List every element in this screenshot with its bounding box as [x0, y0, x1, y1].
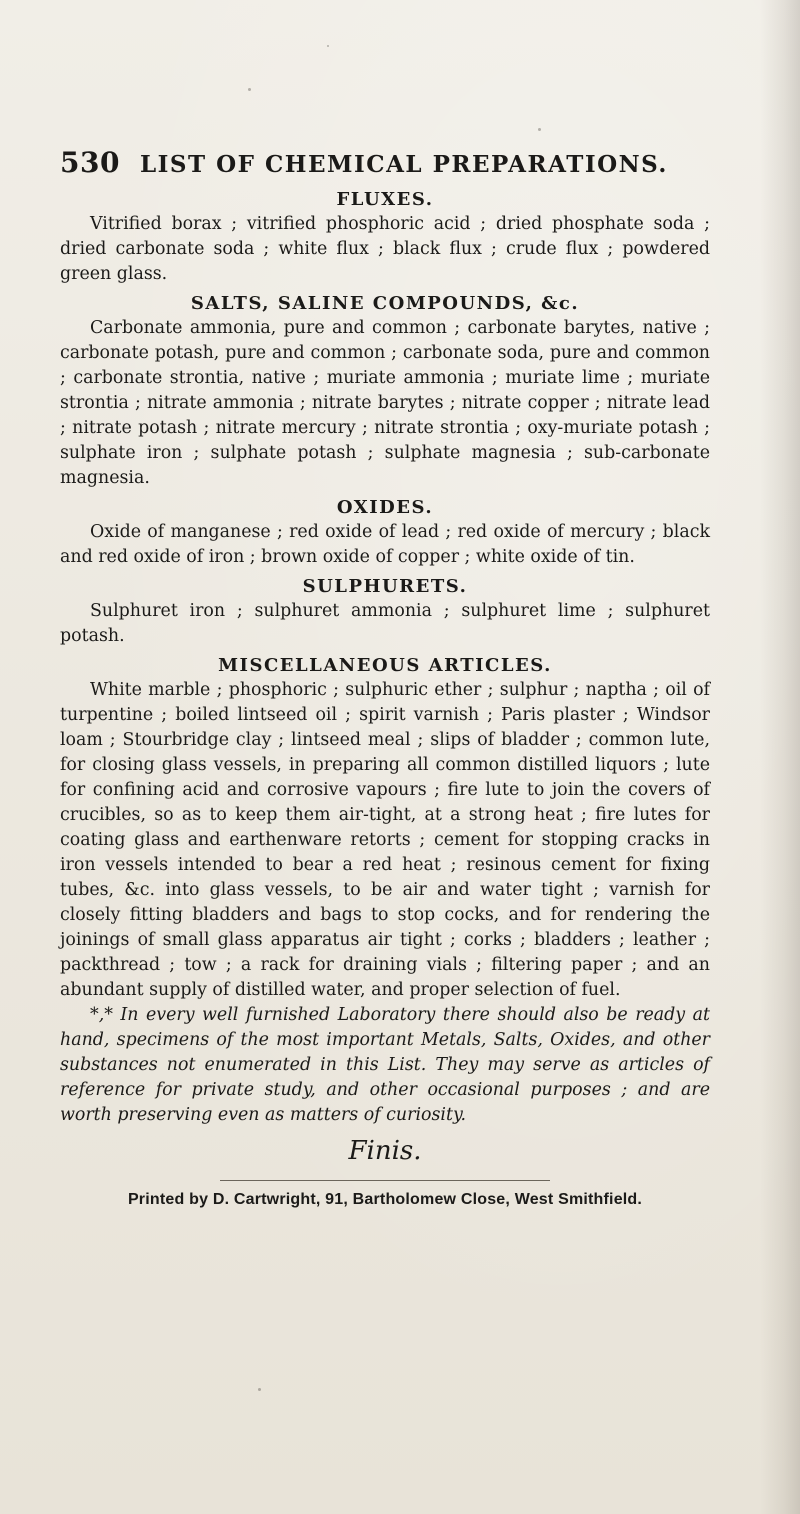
paper-speck [248, 88, 251, 91]
section-miscellaneous [60, 655, 710, 1003]
printer-imprint: Printed by D. Cartwright, 91, Bartholomew Close, West Smithfield. [127, 1191, 643, 1208]
section-fluxes [60, 189, 710, 287]
section-heading: SULPHURETS. [302, 576, 468, 597]
horizontal-rule [220, 1180, 550, 1181]
section-paragraph: Oxide of manganese ; red oxide of lead ; red oxide of mercury ; black and red oxide of iron ; brown oxide of copper ; white oxide of tin. [60, 522, 710, 567]
page-text [60, 146, 710, 1209]
section-paragraph: Vitrified borax ; vitrified phosphoric acid ; dried phosphate soda ; dried carbonate soda ; white flux ; black flux ; crude flux ; powdered green glass. [60, 214, 710, 284]
paper-speck [327, 45, 329, 47]
page-number: 530 [60, 146, 120, 179]
page-title: LIST OF CHEMICAL PREPARATIONS. [139, 151, 668, 178]
finis-mark: Finis. [348, 1136, 422, 1166]
laboratory-note: *,* In every well furnished Laboratory there should also be ready at hand, specimens of the most important Metals, Salts, Oxides, and other substances not enumerated in this List. They may serve as articles of reference for private study, and other occasional purposes ; and are worth preserving even as matters of curiosity. [60, 1005, 710, 1125]
section-salts [60, 293, 710, 491]
section-heading: SALTS, SALINE COMPOUNDS, &c. [190, 293, 580, 314]
paper-speck [538, 128, 541, 131]
section-paragraph: Carbonate ammonia, pure and common ; carbonate barytes, native ; carbonate potash, pure and common ; carbonate soda, pure and common ; carbonate strontia, native ; muriate ammonia ; muriate lime ; muriate strontia ; nitrate ammonia ; nitrate barytes ; nitrate copper ; nitrate lead ; nitrate potash ; nitrate mercury ; nitrate strontia ; oxy-muriate potash ; sulphate iron ; sulphate potash ; sulphate magnesia ; sub-carbonate magnesia. [60, 318, 710, 488]
section-heading: MISCELLANEOUS ARTICLES. [218, 655, 552, 676]
section-heading: OXIDES. [336, 497, 434, 518]
section-oxides [60, 497, 710, 570]
paper-speck [258, 1388, 261, 1391]
section-paragraph: White marble ; phosphoric ; sulphuric ether ; sulphur ; naptha ; oil of turpentine ; boiled lintseed oil ; spirit varnish ; Paris plaster ; Windsor loam ; Stourbridge clay ; lintseed meal ; slips of bladder ; common lute, for closing glass vessels, in preparing all common distilled liquors ; lute for confining acid and corrosive vapours ; fire lute to join the covers of crucibles, so as to keep them air-tight, at a strong heat ; fire lutes for coating glass and earthenware retorts ; cement for stopping cracks in iron vessels intended to bear a red heat ; resinous cement for fixing tubes, &c. into glass vessels, to be air and water tight ; varnish for closely fitting bladders and bags to stop cocks, and for rendering the joinings of small glass apparatus air tight ; corks ; bladders ; leather ; packthread ; tow ; a rack for draining vials ; filtering paper ; and an abundant supply of distilled water, and proper selection of fuel. [60, 680, 710, 1000]
section-paragraph: Sulphuret iron ; sulphuret ammonia ; sulphuret lime ; sulphuret potash. [60, 601, 710, 646]
section-sulphurets [60, 576, 710, 649]
section-heading: FLUXES. [336, 189, 434, 210]
running-head [60, 146, 710, 179]
page-edge-shadow [760, 0, 800, 1514]
